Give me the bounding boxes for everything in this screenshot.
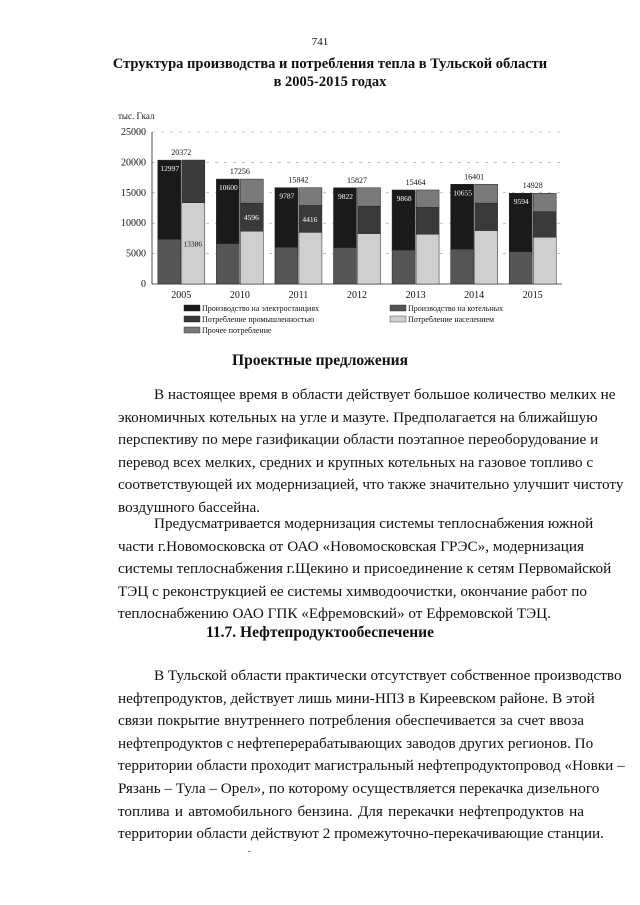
footer-mark <box>248 851 251 852</box>
paragraph-line: Рязань – Тула – Орел», по которому осуществляется перекачка дизельного <box>118 779 600 797</box>
legend-swatch <box>390 316 406 322</box>
bar-production-segment <box>451 249 474 284</box>
legend-label: Производство на электростанциях <box>202 304 320 313</box>
total-label: 17256 <box>229 167 250 177</box>
data-label: 9787 <box>279 191 295 201</box>
bar-consumption-segment <box>358 234 381 284</box>
page-number: 741 <box>311 36 329 48</box>
total-label: 20372 <box>171 148 192 158</box>
bar-consumption-segment <box>533 237 556 284</box>
bar-consumption-segment <box>240 231 263 284</box>
bar-production-segment <box>509 252 532 284</box>
paragraph-line: соответствующей их модернизацией, что также значительно улучшит чистоту <box>118 476 624 494</box>
data-label: 9594 <box>513 197 529 207</box>
data-label: 9822 <box>338 191 353 201</box>
total-label: 14928 <box>522 181 543 191</box>
bar-consumption-segment <box>299 232 322 284</box>
paragraph-line: территории области действуют 2 промежуточно-перекачивающие станции. <box>118 825 604 843</box>
paragraph-line: ТЭЦ с реконструкцией ее системы химводоочистки, окончание работ по <box>118 582 588 600</box>
total-label: 15827 <box>347 175 367 185</box>
paragraph-line: экономичных котельных на угле и мазуте. Предполагается на ближайшую <box>118 408 598 426</box>
paragraph-line: системы теплоснабжения г.Щекино и присоединение к сетям Первомайской <box>118 560 612 578</box>
y-tick-label: 10000 <box>121 218 146 230</box>
bar-consumption-segment <box>299 188 322 206</box>
paragraph-line: В Тульской области практически отсутствует собственное производство <box>154 667 622 684</box>
bar-production-segment <box>158 239 181 284</box>
paragraph-oil-products <box>118 665 625 846</box>
data-label: 10600 <box>218 183 238 193</box>
paragraph-line: Предусматривается модернизация системы теплоснабжения южной <box>154 515 594 532</box>
bar-consumption-segment <box>182 160 205 203</box>
paragraph-line: нефтепродуктов с нефтеперерабатывающих заводов других регионов. По <box>118 734 594 752</box>
paragraph-line: нефтепродуктов, действует лишь мини-НПЗ в Киреевском районе. В этой <box>118 689 595 707</box>
y-tick-label: 25000 <box>121 127 146 138</box>
x-tick-label: 2013 <box>405 290 426 301</box>
total-label: 16401 <box>464 172 485 182</box>
y-tick-label: 15000 <box>121 187 146 199</box>
total-label: 15842 <box>288 175 309 185</box>
y-tick-label: 20000 <box>121 157 146 169</box>
paragraph-proposals-1 <box>118 384 624 520</box>
paragraph-line: перевод всех мелких, средних и крупных котельных на газовое топливо с <box>118 453 594 471</box>
paragraph-line: В настоящее время в области действует большое количество мелких не <box>154 386 616 403</box>
paragraph-line: теплоснабжению ОАО ГПК «Ефремовский» от Ефремовской ТЭЦ. <box>118 605 551 623</box>
bar-consumption-segment <box>416 190 439 207</box>
bar-consumption-segment <box>533 193 556 211</box>
data-label: 10655 <box>453 188 473 198</box>
y-tick-label: 0 <box>141 279 146 290</box>
data-label: 12997 <box>160 164 180 174</box>
bar-consumption-segment <box>240 179 263 203</box>
bar-consumption-segment <box>358 206 381 233</box>
paragraph-proposals-2 <box>118 513 612 626</box>
bar-consumption-segment <box>475 184 498 203</box>
section-heading-proposals: Проектные предложения <box>232 352 408 369</box>
chart-title-line-1: Структура производства и потребления тепла в Тульской области <box>112 56 548 72</box>
x-tick-label: 2015 <box>522 290 543 301</box>
bar-consumption-segment <box>416 207 439 234</box>
bar-production-segment <box>275 247 298 284</box>
bar-production-segment <box>216 244 239 284</box>
paragraph-line: воздушного бассейна. <box>118 498 261 516</box>
data-label: 4596 <box>243 213 259 223</box>
paragraph-line: связи покрытие внутреннего потребления обеспечивается за счет ввоза <box>118 712 584 730</box>
bar-consumption-segment <box>358 188 381 206</box>
x-tick-label: 2012 <box>347 290 367 301</box>
bar-consumption-segment <box>475 203 498 230</box>
legend-swatch <box>184 316 200 322</box>
bar-production-segment <box>392 250 415 284</box>
heat-structure-chart <box>100 108 570 343</box>
paragraph-line: топлива и автомобильного бензина. Для перекачки нефтепродуктов на <box>118 802 584 820</box>
y-axis-label: тыс. Гкал <box>118 111 155 121</box>
legend-label: Прочее потребление <box>202 326 272 335</box>
data-label: 13386 <box>183 239 203 249</box>
paragraph-line: территории области проходит магистральный нефтепродуктопровод «Новки – <box>118 757 625 775</box>
bar-consumption-segment <box>416 234 439 284</box>
paragraph-line: части г.Новомосковска от ОАО «Новомосковская ГРЭС», модернизация <box>118 537 584 555</box>
section-heading-oil-products: 11.7. Нефтепродуктообеспечение <box>206 624 434 641</box>
legend-swatch <box>390 305 406 311</box>
x-tick-label: 2014 <box>464 290 485 301</box>
total-label: 15464 <box>405 177 426 187</box>
bar-production-segment <box>334 247 357 284</box>
legend-swatch <box>184 305 200 311</box>
chart-title <box>90 55 570 91</box>
bar-consumption-segment <box>475 230 498 284</box>
y-tick-label: 5000 <box>126 248 146 260</box>
legend-label: Потребление населением <box>408 315 495 324</box>
paragraph-line: перспективу по мере газификации области поэтапное переоборудование и <box>118 431 599 449</box>
legend-swatch <box>184 327 200 333</box>
data-label: 9868 <box>396 193 412 203</box>
x-tick-label: 2005 <box>171 290 192 301</box>
legend-label: Производство на котельных <box>408 304 504 313</box>
legend-label: Потребление промышленностью <box>202 315 315 324</box>
chart-title-line-2: в 2005-2015 годах <box>273 74 387 90</box>
bar-consumption-segment <box>533 212 556 238</box>
x-tick-label: 2010 <box>229 290 250 301</box>
x-tick-label: 2011 <box>288 290 309 301</box>
data-label: 4416 <box>302 214 318 224</box>
